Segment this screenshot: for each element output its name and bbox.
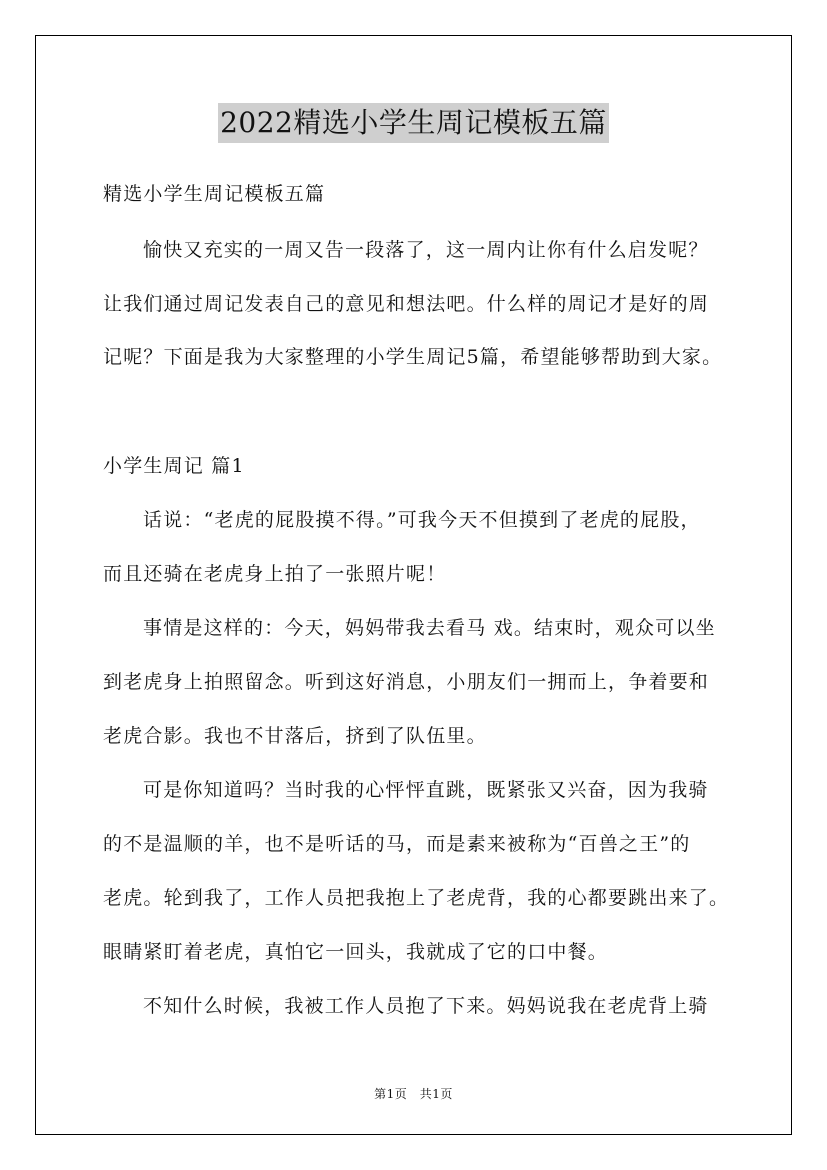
paragraph-line: 老虎合影。我也不甘落后，挤到了队伍里。 (103, 725, 487, 747)
paragraph-line: 记呢？下面是我为大家整理的小学生周记5篇，希望能够帮助到大家。 (103, 346, 723, 368)
paragraph-line: 不知什么时候，我被工作人员抱了下来。妈妈说我在老虎背上骑 (143, 995, 709, 1017)
page-footer: 第1页 共1页 (374, 1087, 453, 1101)
document-subtitle: 精选小学生周记模板五篇 (103, 183, 326, 205)
title-container (0, 103, 827, 143)
paragraph-line: 可是你知道吗？当时我的心怦怦直跳，既紧张又兴奋，因为我骑 (143, 779, 709, 801)
paragraph-line: 老虎。轮到我了，工作人员把我抱上了老虎背，我的心都要跳出来了。 (103, 887, 730, 909)
paragraph-line: 话说：“老虎的屁股摸不得。”可我今天不但摸到了老虎的屁股， (143, 509, 701, 531)
paragraph-line: 眼睛紧盯着老虎，真怕它一回头，我就成了它的口中餐。 (103, 941, 609, 963)
paragraph-line: 事情是这样的：今天，妈妈带我去看马 戏。结束时，观众可以坐 (143, 617, 716, 639)
document-title: 2022精选小学生周记模板五篇 (218, 103, 609, 143)
paragraph-line: 的不是温顺的羊，也不是听话的马，而是素来被称为“百兽之王”的 (103, 833, 691, 855)
paragraph-line: 愉快又充实的一周又告一段落了，这一周内让你有什么启发呢？ (143, 239, 709, 261)
section-heading: 小学生周记 篇1 (103, 455, 245, 477)
paragraph-line: 而且还骑在老虎身上拍了一张照片呢！ (103, 563, 447, 585)
paragraph-line: 到老虎身上拍照留念。听到这好消息，小朋友们一拥而上，争着要和 (103, 671, 710, 693)
paragraph-line: 让我们通过周记发表自己的意见和想法吧。什么样的周记才是好的周 (103, 293, 710, 315)
